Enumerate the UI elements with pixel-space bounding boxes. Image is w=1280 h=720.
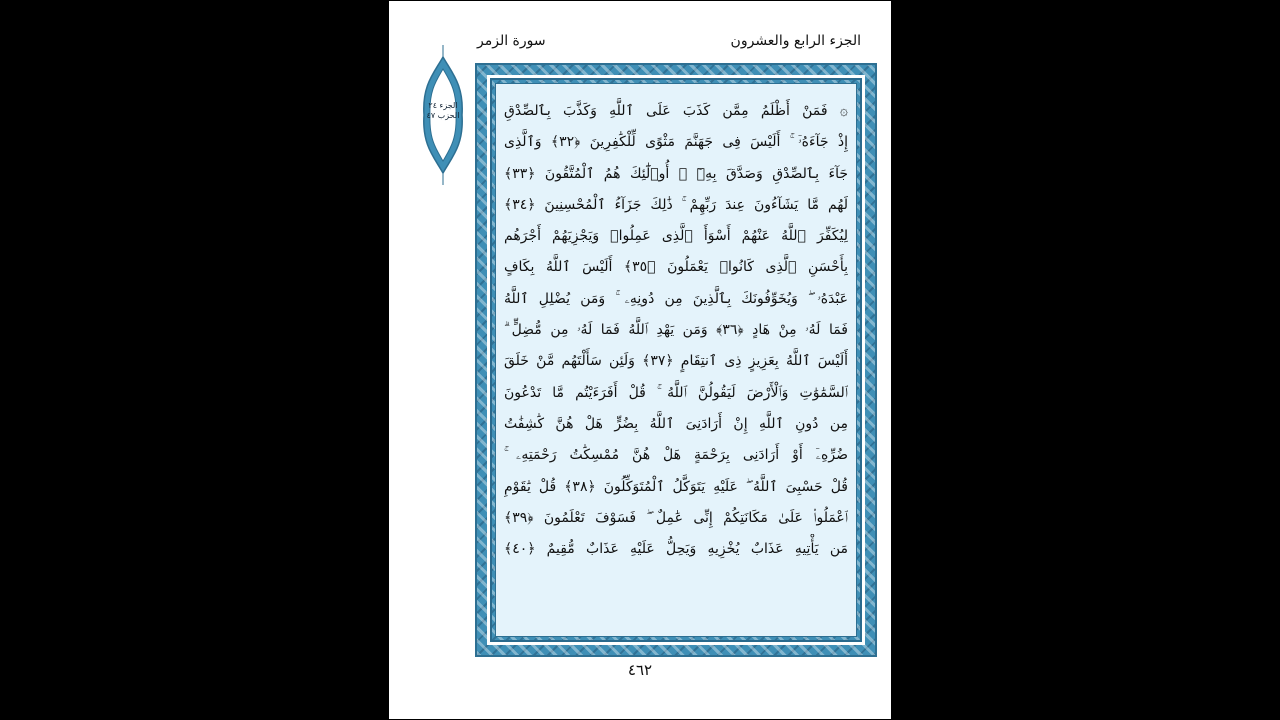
text-line-3: جَآءَ بِٱلصِّدْقِ وَصَدَّقَ بِهِۦٓ ۙ أُو۟لَٰٓئِكَ هُمُ ٱلْمُتَّقُونَ ﴿٣٣﴾ bbox=[504, 165, 848, 182]
text-line-14: ٱعْمَلُوا۟ عَلَىٰ مَكَانَتِكُمْ إِنِّى عَٰمِلٌ ۖ فَسَوْفَ تَعْلَمُونَ ﴿٣٩﴾ bbox=[504, 509, 848, 526]
juz-marker-juz: الجزء ٢٤ bbox=[428, 101, 458, 110]
text-line-4: لَهُم مَّا يَشَآءُونَ عِندَ رَبِّهِمْ ۚ ذَٰلِكَ جَزَآءُ ٱلْمُحْسِنِينَ ﴿٣٤﴾ bbox=[504, 196, 848, 213]
text-line-15: مَن يَأْتِيهِ عَذَابٌ يُخْزِيهِ وَيَحِلُّ عَلَيْهِ عَذَابٌ مُّقِيمٌ ﴿٤٠﴾ bbox=[504, 541, 848, 558]
text-line-1: ۞ فَمَنْ أَظْلَمُ مِمَّن كَذَبَ عَلَى ٱللَّهِ وَكَذَّبَ بِٱلصِّدْقِ bbox=[504, 103, 848, 119]
text-line-10: ٱلسَّمَٰوَٰتِ وَٱلْأَرْضَ لَيَقُولُنَّ ٱللَّهُ ۚ قُلْ أَفَرَءَيْتُم مَّا تَدْعُونَ bbox=[504, 384, 848, 401]
text-line-9: أَلَيْسَ ٱللَّهُ بِعَزِيزٍ ذِى ٱنتِقَامٍ ﴿٣٧﴾ وَلَئِن سَأَلْتَهُم مَّنْ خَلَقَ bbox=[504, 353, 848, 370]
juz-title: الجزء الرابع والعشرون bbox=[730, 33, 861, 49]
mushaf-page bbox=[389, 1, 891, 719]
ornamental-frame bbox=[475, 63, 877, 657]
text-line-8: فَمَا لَهُۥ مِنْ هَادٍ ﴿٣٦﴾ وَمَن يَهْدِ ٱللَّهُ فَمَا لَهُۥ مِن مُّضِلٍّ ۗ bbox=[504, 322, 848, 339]
juz-marker-text bbox=[425, 101, 461, 121]
text-line-12: ضُرِّهِۦٓ أَوْ أَرَادَنِى بِرَحْمَةٍ هَلْ هُنَّ مُمْسِكَٰتُ رَحْمَتِهِۦ ۚ bbox=[504, 447, 848, 464]
text-line-11: مِن دُونِ ٱللَّهِ إِنْ أَرَادَنِىَ ٱللَّهُ بِضُرٍّ هَلْ هُنَّ كَٰشِفَٰتُ bbox=[504, 415, 848, 432]
surah-title: سورة الزمر bbox=[477, 33, 546, 49]
juz-marker-hizb: الحزب ٤٧ bbox=[426, 111, 460, 120]
text-line-2: إِذْ جَآءَهُۥٓ ۚ أَلَيْسَ فِى جَهَنَّمَ مَثْوًى لِّلْكَٰفِرِينَ ﴿٣٢﴾ وَٱلَّذِى bbox=[504, 134, 848, 151]
page-number: ٤٦٢ bbox=[627, 661, 653, 679]
text-line-7: عَبْدَهُۥ ۖ وَيُخَوِّفُونَكَ بِٱلَّذِينَ مِن دُونِهِۦ ۚ وَمَن يُضْلِلِ ٱللَّهُ bbox=[504, 290, 848, 307]
text-line-6: بِأَحْسَنِ ٱلَّذِى كَانُوا۟ يَعْمَلُونَ ﴿٣٥﴾ أَلَيْسَ ٱللَّهُ بِكَافٍ bbox=[504, 259, 848, 276]
verse-lines bbox=[504, 96, 848, 565]
text-line-5: لِيُكَفِّرَ ٱللَّهُ عَنْهُمْ أَسْوَأَ ٱلَّذِى عَمِلُوا۟ وَيَجْزِيَهُمْ أَجْرَهُم bbox=[504, 228, 848, 245]
text-line-13: قُلْ حَسْبِىَ ٱللَّهُ ۖ عَلَيْهِ يَتَوَكَّلُ ٱلْمُتَوَكِّلُونَ ﴿٣٨﴾ قُلْ يَٰقَوْمِ bbox=[504, 478, 848, 495]
text-panel bbox=[495, 83, 857, 637]
